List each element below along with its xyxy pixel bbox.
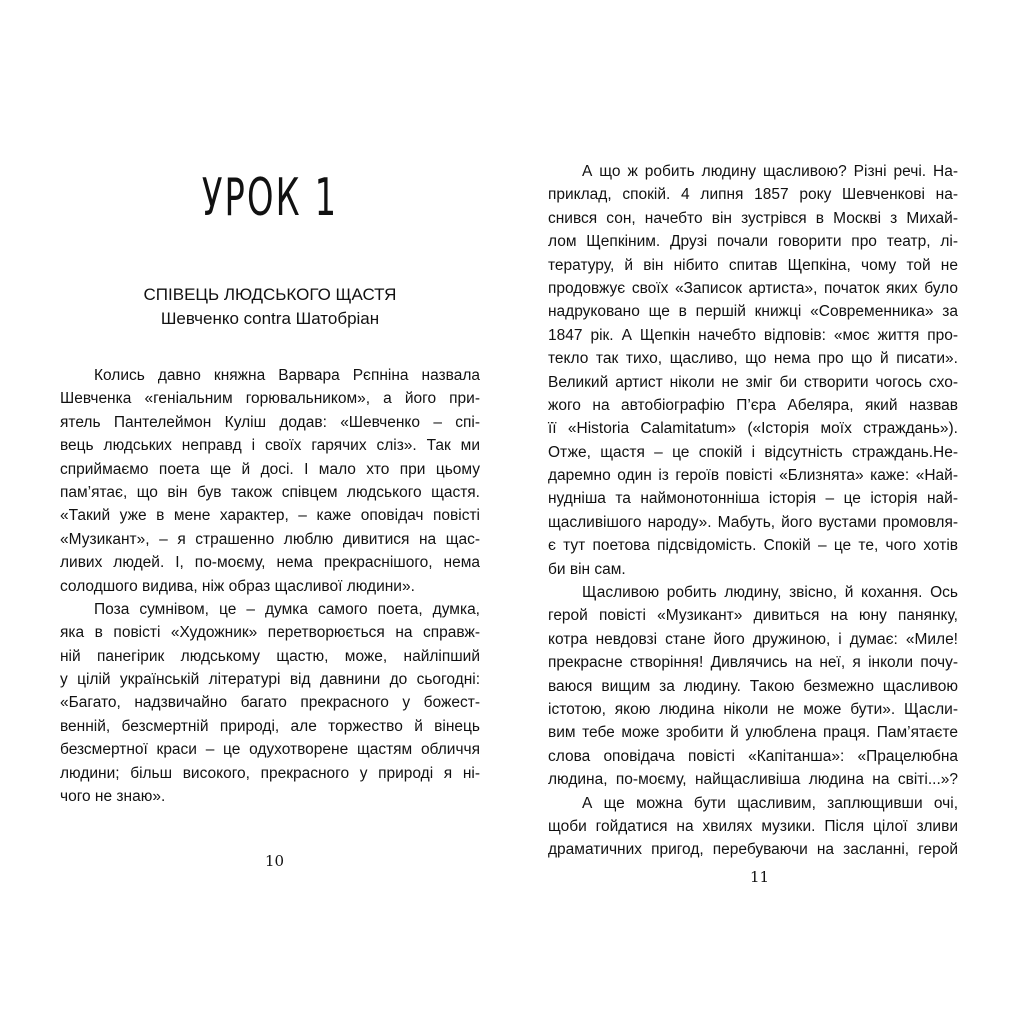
text-line: вим тебе може зробити й улюблена праця. Пам’ятаєте [548,724,958,742]
text-line: 1847 рік. А Щепкін начебто відповів: «моє життя про- [548,326,958,344]
text-line: Шевченка «геніальним горювальником», а його при- [60,390,480,408]
text-line: снився сон, начебто він зустрівся в Москві з Михай- [548,209,958,227]
text-line: драматичних пригод, перебуваючи на засланні, герой [548,841,958,859]
text-line: безсмертної краси – це одухотворене щастям обличчя [60,741,480,759]
text-line: людини; більш високого, прекрасного у природі я ні- [60,764,480,782]
text-line: ваюся вищим за людину. Такою безмежно щасливою [548,677,958,695]
text-line: котра невдовзі стане його дружиною, і думає: «Миле! [548,630,958,648]
text-line: тературу, й він нібито спитав Щепкіна, чому той не [548,256,958,274]
text-line: лом Щепкіним. Друзі почали говорити про театр, лі- [548,233,958,251]
text-line: надруковано ще в першій книжці «Современника» за [548,303,958,321]
text-line: А ще можна бути щасливим, заплющивши очі, [582,794,958,812]
text-line: нудніша та наймонотонніша історія – це історія най- [548,490,958,508]
text-line: продовжує своїх «Записок артиста», початок яких було [548,279,958,297]
text-line: прекрасне створіння! Дивлячись на неї, я інколи почу- [548,654,958,672]
right-body-text [548,160,958,862]
chapter-title: УРОК 1 [201,168,339,228]
text-line: «Багато, надзвичайно багато прекрасного у божест- [60,694,480,712]
text-line: герой повісті «Музикант» дивиться на юну панянку, [548,607,958,625]
text-line: приклад, спокій. 4 липня 1857 року Шевченкові на- [548,186,958,204]
text-line: текло так тихо, щасливо, що нема про що й писати». [548,350,958,368]
left-body-text [60,364,480,808]
text-line: солодшого видива, ніж образ щасливої людини». [60,577,415,595]
text-line: ній панегірик людському щастю, може, найліпший [60,647,480,665]
text-line: жого на автобіографію П’єра Абеляра, який назвав [548,396,958,414]
text-line: даремно один із героїв повісті «Близнята» каже: «Най- [548,467,958,485]
chapter-subtitle-secondary: Шевченко contra Шатобріан [160,309,380,328]
text-line: би він сам. [548,560,626,578]
text-line: А що ж робить людину щасливою? Різні речі. На- [582,163,958,180]
chapter-subtitle: СПІВЕЦЬ ЛЮДСЬКОГО ЩАСТЯ [143,285,397,304]
text-line: людина, по-моєму, найщасливіша людина на світі...»? [548,771,958,789]
text-line: «Такий уже в мене характер, – каже оповідач повісті [60,507,480,525]
text-line: щасливішого народу». Мабуть, його вустами промовля- [548,513,958,531]
text-line: Поза сумнівом, це – думка самого поета, думка, [94,600,480,618]
text-line: ливих людей. І, по-моєму, нема прекраснішого, нема [60,554,480,572]
text-line: яка в повісті «Художник» перетворюється на справж- [60,624,480,642]
text-line: є тут поетова підсвідомість. Спокій – це те, чого хотів [548,537,958,555]
text-line: слова оповідача повісті «Капітанша»: «Працелюбна [548,747,958,765]
text-line: щоби гойдатися на хвилях музики. Після цілої зливи [548,817,958,835]
text-line: сприймаємо поета ще й досі. І мало хто при цьому [60,460,480,478]
text-line: вець людських неправд і своїх гарячих сліз». Так ми [60,437,480,455]
page-number: 11 [750,868,770,886]
text-line: чого не знаю». [60,788,166,806]
page-number: 10 [265,852,285,870]
text-line: її «Historia Calamitatum» («Історія моїх страждань»). [548,420,958,438]
text-line: венній, безсмертній природі, але торжество й вінець [60,717,480,735]
right-page [548,0,958,1024]
text-line: Великий артист ніколи не зміг би створити чогось схо- [548,373,958,391]
text-line: у цілій українській літературі від давнини до сьогодні: [60,671,480,689]
text-line: пам’ятає, що він був також співцем людського щастя. [60,483,480,501]
left-page [60,0,480,1024]
text-line: Отже, щастя – це спокій і відсутність страждань.Не- [548,443,958,461]
text-line: ятель Пантелеймон Куліш додав: «Шевченко – спі- [60,413,480,431]
text-line: Колись давно княжна Варвара Рєпніна назвала [94,367,480,384]
text-line: істотою, якою людина ніколи не може бути». Щасли- [548,700,958,718]
text-line: Щасливою робить людину, звісно, й кохання. Ось [582,584,958,602]
text-line: «Музикант», – я страшенно люблю дивитися на щас- [60,530,480,548]
